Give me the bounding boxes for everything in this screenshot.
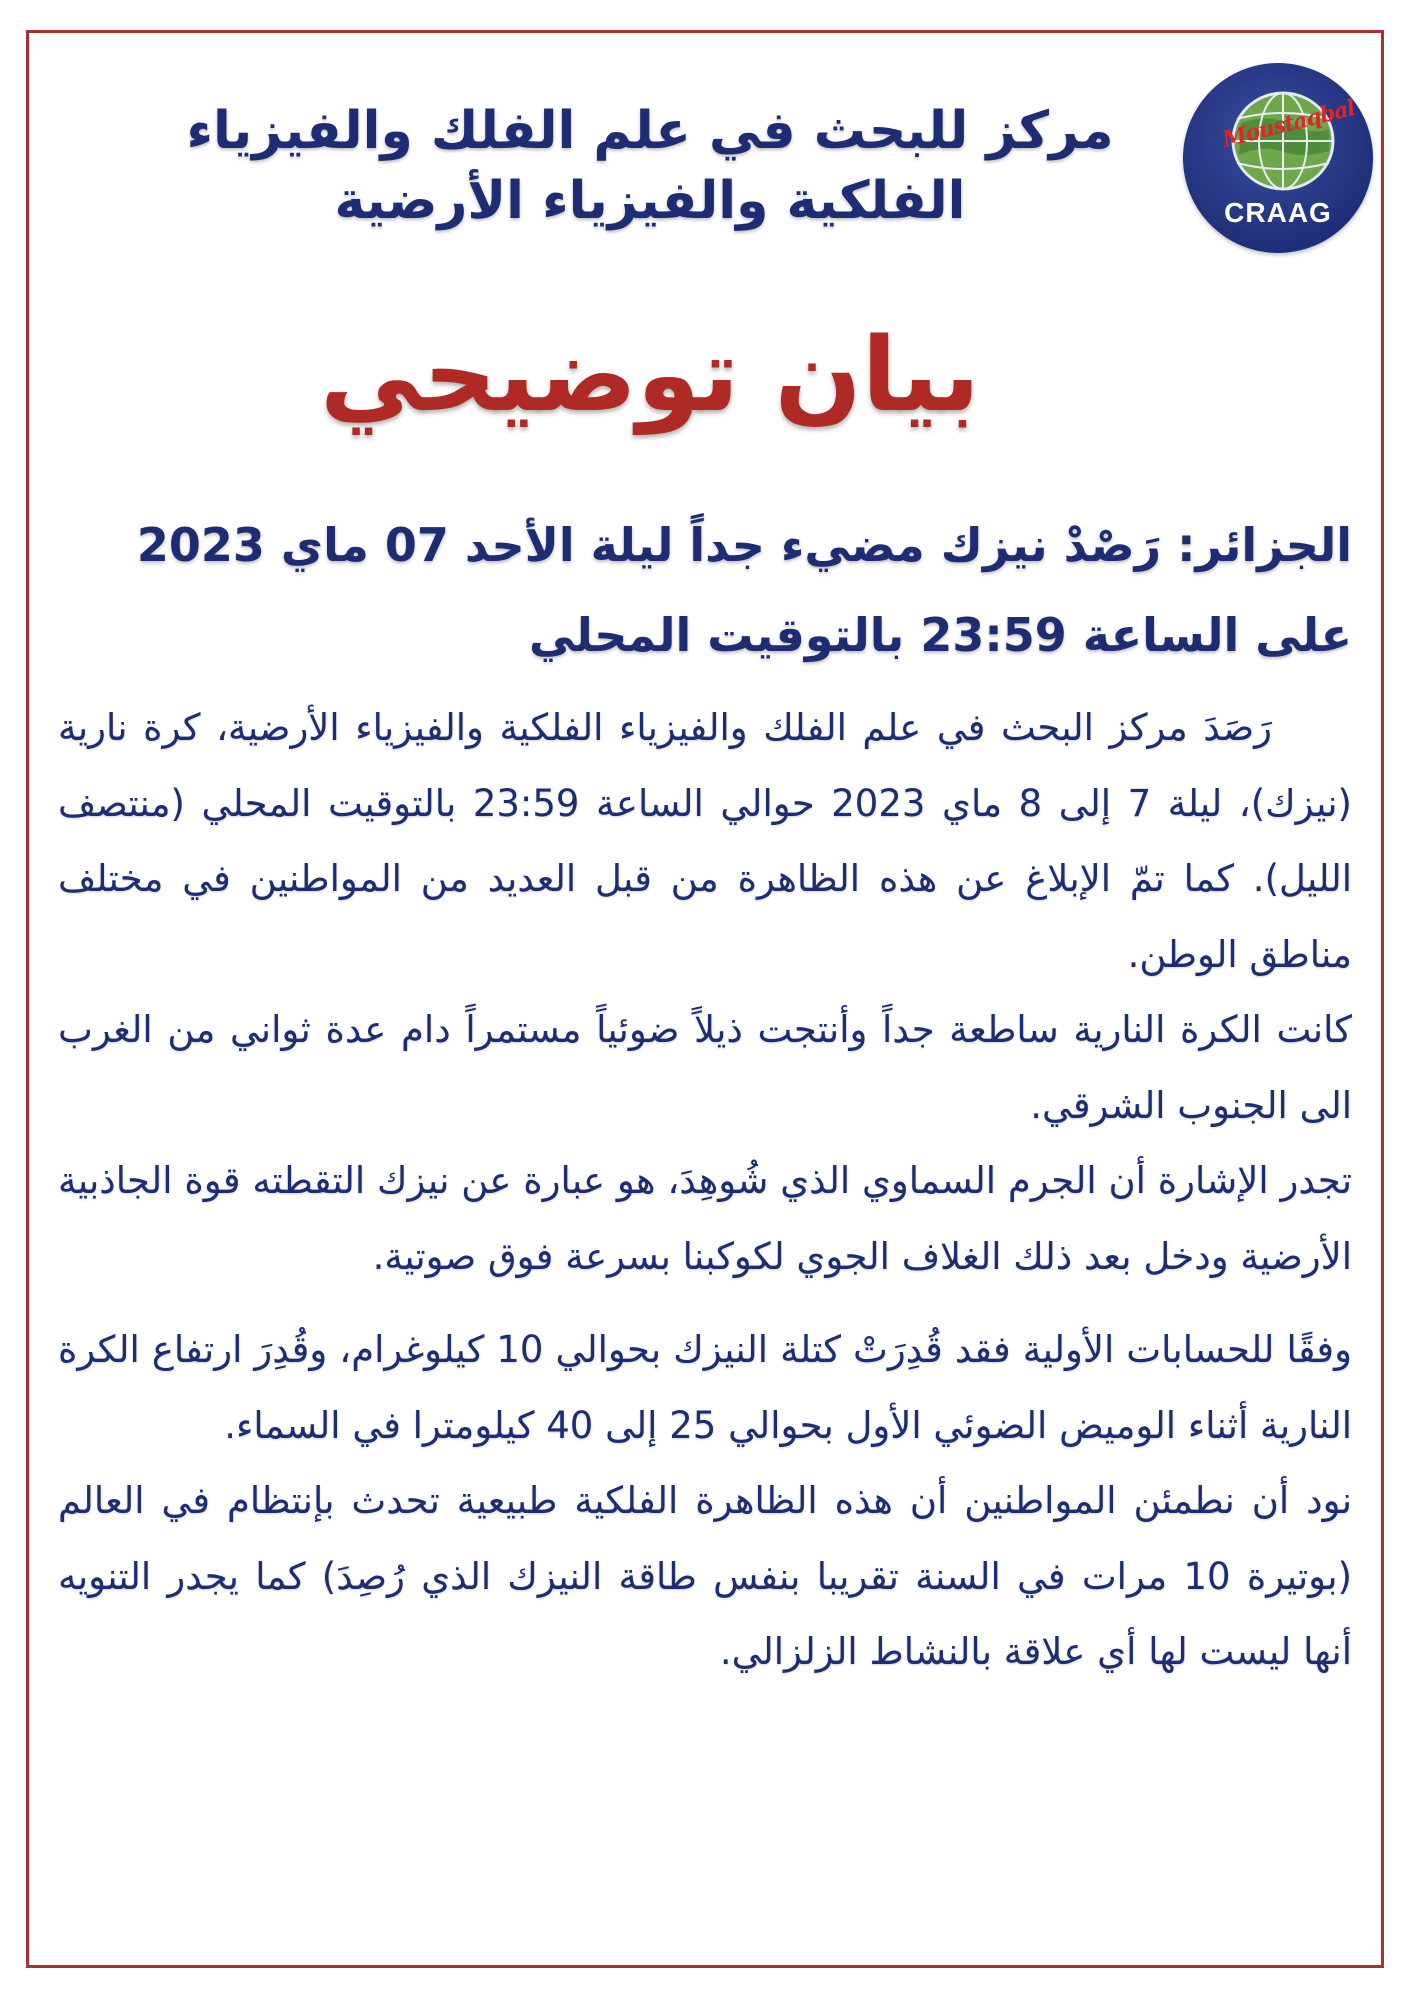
craag-logo (1183, 63, 1373, 253)
paragraph-4: وفقًا للحسابات الأولية فقد قُدِرَتْ كتلة النيزك بحوالي 10 كيلوغرام، وقُدِرَ ارتفاع الكرة النارية أثناء الوميض الضوئي الأول بحوالي 25 إلى 40 كيلومترا في السماء. (58, 1328, 1352, 1447)
paragraph-2: كانت الكرة النارية ساطعة جداً وأنتجت ذيلاً ضوئياً مستمراً دام عدة ثواني من الغرب الى الجنوب الشرقي. (58, 1008, 1352, 1127)
headline: الجزائر: رَصْدْ نيزك مضيء جداً ليلة الأحد 07 ماي 2023 على الساعة 23:59 بالتوقيت المحلي (136, 518, 1352, 662)
paragraph-3: تجدر الإشارة أن الجرم السماوي الذي شُوهِدَ، هو عبارة عن نيزك التقطته قوة الجاذبية الأرضية ودخل بعد ذلك الغلاف الجوي لكوكبنا بسرعة فوق صوتية. (58, 1159, 1352, 1278)
paragraph-1: رَصَدَ مركز البحث في علم الفلك والفيزياء الفلكية والفيزياء الأرضية، كرة نارية (نيزك)، ليلة 7 إلى 8 ماي 2023 حوالي الساعة 23:59 بالتوقيت المحلي (منتصف الليل). كما تمّ الإبلاغ عن هذه الظاهرة من قبل العديد من المواطنين في مختلف مناطق الوطن. (58, 706, 1352, 976)
logo-script-text: Moustaqbal (1219, 95, 1358, 153)
page-title: بيان توضيحي (320, 316, 980, 435)
logo-label: CRAAG (1224, 197, 1332, 228)
statement-body (58, 690, 1352, 1690)
organization-name: مركز للبحث في علم الفلك والفيزياء الفلكية والفيزياء الأرضية (186, 101, 1114, 231)
paragraph-5: نود أن نطمئن المواطنين أن هذه الظاهرة الفلكية طبيعية تحدث بإنتظام في العالم (بوتيرة 10 مرات في السنة تقريبا بنفس طاقة النيزك الذي رُصِدَ) كما يجدر التنويه أنها ليست لها أي علاقة بالنشاط الزلزالي. (58, 1479, 1352, 1673)
